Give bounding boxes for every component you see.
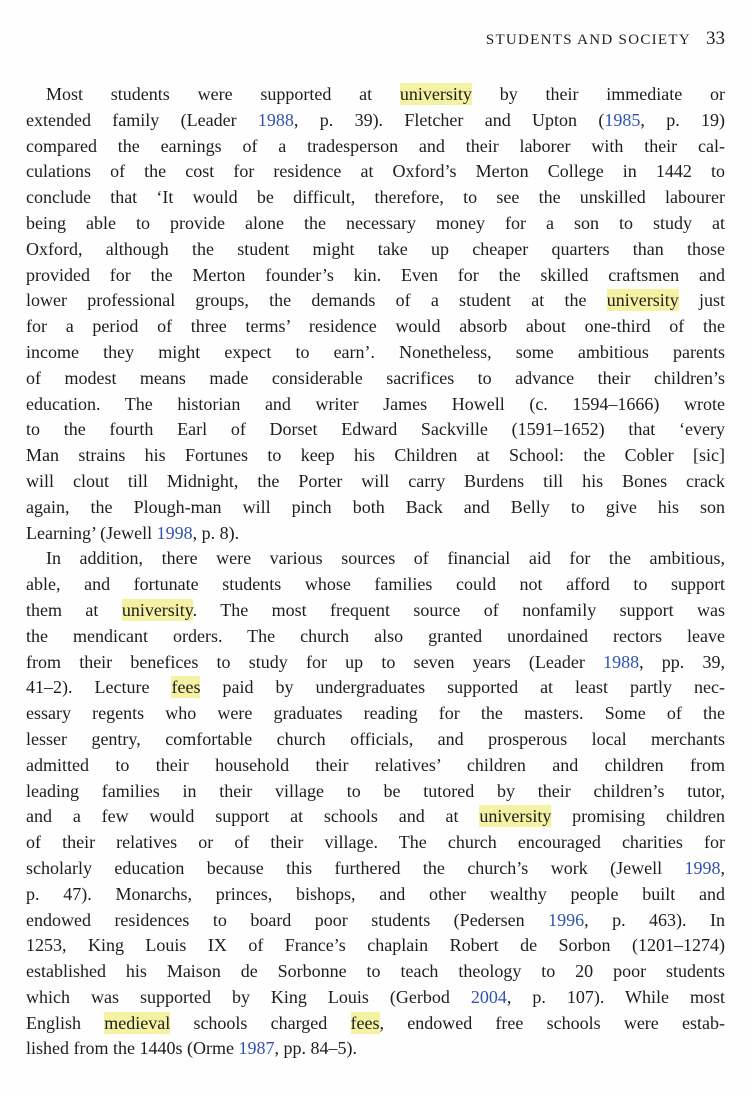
text-line (26, 856, 725, 882)
body-text: English (26, 1012, 105, 1033)
text-line (26, 108, 725, 134)
text-line (26, 933, 725, 959)
body-text: again, the Plough-man will pinch both Back and Belly to give his son (26, 496, 725, 517)
body-text: , p. 107). While most (506, 986, 726, 1007)
paragraph (26, 546, 725, 1062)
body-text: In addition, there were various sources of financial aid for the ambitious, (46, 548, 725, 569)
highlighted-term: medieval (104, 1012, 171, 1033)
body-text: Most students were supported at (46, 84, 400, 104)
text-line (26, 1011, 725, 1037)
body-text: essary regents who were graduates reading for the masters. Some of the (26, 703, 725, 724)
body-text: education. The historian and writer James Howell (c. 1594–1666) wrote (26, 393, 725, 414)
text-line (26, 1036, 725, 1062)
body-text: , p. 8). (192, 522, 240, 543)
body-text: by their immediate or (471, 84, 726, 104)
text-line (26, 675, 725, 701)
text-line (26, 959, 725, 985)
body-text: , pp. 39, (639, 651, 726, 672)
text-line (26, 469, 725, 495)
body-text: , p. 39). Fletcher and Upton ( (293, 109, 605, 130)
body-text: lesser gentry, comfortable church officials, and prosperous local merchants (26, 728, 725, 749)
page-header (486, 28, 725, 50)
citation-year-link[interactable]: 1985 (604, 109, 641, 130)
body-text: , p. 463). In (584, 909, 725, 930)
text-line (26, 830, 725, 856)
text-line (26, 288, 725, 314)
body-text: , (720, 857, 725, 878)
text-line (26, 443, 725, 469)
body-text: 41–2). Lecture (26, 677, 172, 698)
citation-year-link[interactable]: 2004 (470, 986, 507, 1007)
highlighted-term: university (399, 84, 472, 104)
body-text: extended family (Leader (26, 109, 258, 130)
text-line (26, 598, 725, 624)
body-text: , p. 19) (640, 109, 726, 130)
text-line (26, 495, 725, 521)
body-text: and a few would support at schools and at (26, 806, 480, 827)
body-text: promising children (551, 806, 725, 827)
text-line (26, 82, 725, 108)
body-text: of their relatives or of their village. The church encouraged charities for (26, 832, 725, 853)
body-text: Oxford, although the student might take up cheaper quarters than those (26, 238, 725, 259)
text-line (26, 753, 725, 779)
text-line (26, 417, 725, 443)
body-text: established his Maison de Sorbonne to teach theology to 20 poor students (26, 961, 725, 982)
body-text: being able to provide alone the necessary money for a son to study at (26, 212, 725, 233)
text-line (26, 521, 725, 547)
body-text: them at (26, 599, 122, 620)
body-text: compared the earnings of a tradesperson and their laborer with their cal- (26, 135, 725, 156)
highlighted-term: university (606, 290, 679, 311)
citation-year-link[interactable]: 1987 (238, 1038, 275, 1059)
body-text: endowed residences to board poor students (Pedersen (26, 909, 549, 930)
body-text: conclude that ‘It would be difficult, therefore, to see the unskilled labourer (26, 187, 725, 208)
text-line (26, 314, 725, 340)
text-line (26, 908, 725, 934)
text-line (26, 263, 725, 289)
body-text: schools charged (170, 1012, 351, 1033)
body-text: paid by undergraduates supported at least partly nec- (200, 677, 726, 698)
body-text: provided for the Merton founder’s kin. Even for the skilled craftsmen and (26, 264, 725, 285)
text-line (26, 340, 725, 366)
text-line (26, 985, 725, 1011)
text-line (26, 134, 725, 160)
citation-year-link[interactable]: 1988 (603, 651, 640, 672)
text-line (26, 185, 725, 211)
body-text: will clout till Midnight, the Porter will carry Burdens till his Bones crack (26, 470, 725, 491)
citation-year-link[interactable]: 1998 (684, 857, 721, 878)
text-line (26, 650, 725, 676)
text-line (26, 779, 725, 805)
running-head: STUDENTS AND SOCIETY (485, 32, 691, 48)
body-text: leading families in their village to be tutored by their children’s tutor, (26, 780, 725, 801)
body-text: Man strains his Fortunes to keep his Children at School: the Cobler [sic] (26, 445, 725, 466)
paragraph (26, 82, 725, 546)
text-line (26, 804, 725, 830)
highlighted-term: university (121, 599, 193, 620)
text-line (26, 882, 725, 908)
text-line (26, 727, 725, 753)
citation-year-link[interactable]: 1998 (156, 522, 193, 543)
citation-year-link[interactable]: 1996 (548, 909, 585, 930)
text-line (26, 159, 725, 185)
body-text: able, and fortunate students whose families could not afford to support (26, 574, 725, 595)
body-text: lished from the 1440s (Orme (26, 1038, 239, 1059)
body-text: income they might expect to earn’. Nonetheless, some ambitious parents (26, 341, 725, 362)
body-text: from their benefices to study for up to seven years (Leader (26, 651, 604, 672)
highlighted-term: fees (350, 1012, 380, 1033)
citation-year-link[interactable]: 1988 (257, 109, 294, 130)
text-line (26, 211, 725, 237)
body-text: which was supported by King Louis (Gerbod (26, 986, 471, 1007)
body-text: for a period of three terms’ residence would absorb about one-third of the (26, 316, 725, 337)
text-line (26, 572, 725, 598)
page-number: 33 (706, 28, 725, 49)
body-text: Learning’ (Jewell (26, 522, 157, 543)
page-body (26, 82, 725, 1062)
text-line (26, 701, 725, 727)
highlighted-term: university (479, 806, 552, 827)
body-text: to the fourth Earl of Dorset Edward Sackville (1591–1652) that ‘every (26, 419, 725, 440)
text-line (26, 237, 725, 263)
text-line (26, 624, 725, 650)
body-text: 1253, King Louis IX of France’s chaplain Robert de Sorbon (1201–1274) (26, 935, 725, 956)
text-line (26, 546, 725, 572)
body-text: the mendicant orders. The church also granted unordained rectors leave (26, 625, 725, 646)
body-text: p. 47). Monarchs, princes, bishops, and other wealthy people built and (26, 883, 725, 904)
body-text: of modest means made considerable sacrifices to advance their children’s (26, 367, 725, 388)
body-text: lower professional groups, the demands of a student at the (26, 290, 607, 311)
text-line (26, 392, 725, 418)
body-text: just (678, 290, 725, 311)
body-text: , endowed free schools were estab- (379, 1012, 725, 1033)
highlighted-term: fees (171, 677, 201, 698)
body-text: scholarly education because this furthered the church’s work (Jewell (26, 857, 685, 878)
body-text: , pp. 84–5). (274, 1038, 357, 1059)
text-line (26, 366, 725, 392)
body-text: admitted to their household their relatives’ children and children from (26, 754, 725, 775)
body-text: culations of the cost for residence at Oxford’s Merton College in 1442 to (26, 161, 725, 182)
body-text: . The most frequent source of nonfamily support was (192, 599, 726, 620)
